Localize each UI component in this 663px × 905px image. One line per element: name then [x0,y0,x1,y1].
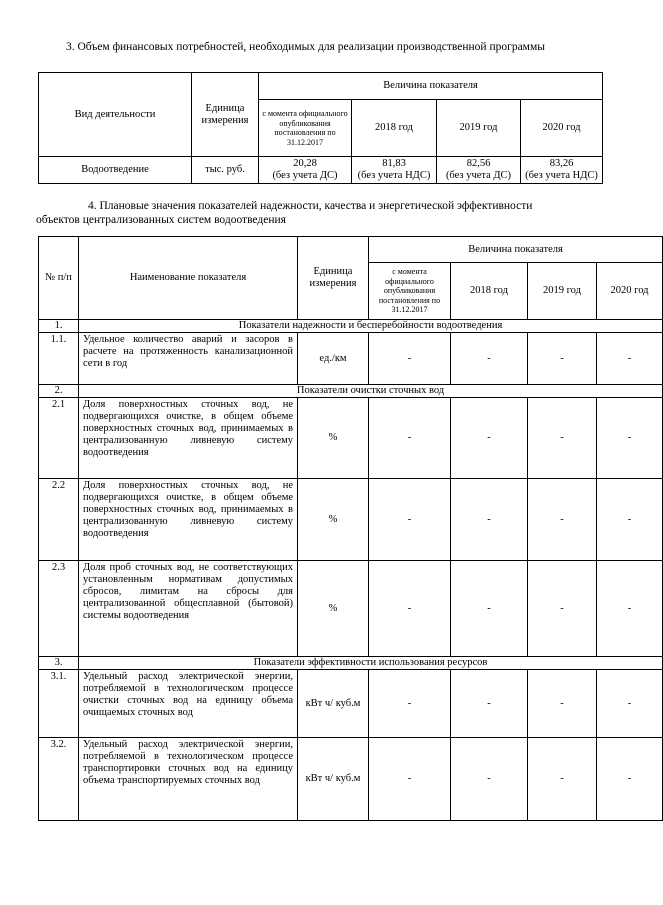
value: 82,56 [466,158,491,169]
table-row [39,670,663,738]
row-unit: % [298,398,369,479]
row-num: 1.1. [39,333,79,385]
cell-2019 [437,157,521,184]
header-name: Наименование показателя [79,237,298,320]
cell-unit: тыс. руб. [192,157,259,184]
header-2018: 2018 год [451,263,528,320]
row-2020: - [597,333,663,385]
row-num: 3.2. [39,738,79,821]
table-row [39,157,603,184]
cell-since [259,157,352,184]
row-since: - [369,738,451,821]
row-num: 2.2 [39,479,79,561]
group-num: 2. [39,385,79,398]
header-unit: Единица измерения [298,237,369,320]
row-unit: % [298,479,369,561]
row-2018: - [451,561,528,657]
row-since: - [369,398,451,479]
row-2019: - [528,670,597,738]
group-num: 1. [39,320,79,333]
financial-needs-table [38,72,603,184]
row-2018: - [451,333,528,385]
group-title: Показатели эффективности использования ресурсов [79,657,663,670]
row-num: 2.3 [39,561,79,657]
row-num: 2.1 [39,398,79,479]
row-since: - [369,479,451,561]
section-4-title: 4. Плановые значения показателей надежности, качества и энергетической эффективности [88,200,533,212]
group-row [39,320,663,333]
row-2018: - [451,479,528,561]
row-2019: - [528,738,597,821]
row-unit: кВт ч/ куб.м [298,670,369,738]
row-2019: - [528,398,597,479]
header-2019: 2019 год [528,263,597,320]
table-row [39,333,663,385]
row-unit: кВт ч/ куб.м [298,738,369,821]
row-2020: - [597,479,663,561]
header-value: Величина показателя [369,237,663,263]
row-name: Удельный расход электрической энергии, потребляемой в технологическом процессе очистки сточных вод на единицу объема очищаемых сточных вод [79,670,298,738]
indicators-table [38,236,663,821]
value: 81,83 [382,158,406,169]
row-name: Доля проб сточных вод, не соответствующих установленным нормативам допустимых сбросов, лимитам на сбросы для централизованной общесплавной (бытовой) системы водоотведения [79,561,298,657]
header-2020: 2020 год [597,263,663,320]
cell-2018 [352,157,437,184]
value: 20,28 [293,158,317,169]
row-name: Удельный расход электрической энергии, потребляемой в технологическом процессе транспортировки сточных вод на единицу объема транспортируемых сточных вод [79,738,298,821]
row-unit: ед./км [298,333,369,385]
header-activity: Вид деятельности [39,73,192,157]
row-since: - [369,670,451,738]
row-2018: - [451,738,528,821]
row-2020: - [597,561,663,657]
value-note: (без учета ДС) [272,170,338,181]
row-name: Доля поверхностных сточных вод, не подвергающихся очистке, в общем объеме поверхностных сточных вод, принимаемых в централизованную ливневую систему водоотведения [79,479,298,561]
row-name: Удельное количество аварий и засоров в расчете на протяженность канализационной сети в год [79,333,298,385]
row-2018: - [451,398,528,479]
table-row [39,561,663,657]
row-num: 3.1. [39,670,79,738]
header-2019: 2019 год [437,100,521,157]
cell-2020 [521,157,603,184]
header-since: с момента официального опубликования постановления по 31.12.2017 [259,100,352,157]
value-note: (без учета НДС) [357,170,431,181]
row-2020: - [597,670,663,738]
row-2020: - [597,738,663,821]
group-title: Показатели надежности и бесперебойности водоотведения [79,320,663,333]
group-row [39,385,663,398]
header-unit: Единица измерения [192,73,259,157]
value: 83,26 [549,158,574,169]
row-2019: - [528,333,597,385]
group-row [39,657,663,670]
header-2020: 2020 год [521,100,603,157]
row-since: - [369,561,451,657]
row-2019: - [528,561,597,657]
group-title: Показатели очистки сточных вод [79,385,663,398]
row-2018: - [451,670,528,738]
group-num: 3. [39,657,79,670]
table-row [39,738,663,821]
table-row [39,398,663,479]
header-value: Величина показателя [259,73,603,100]
section-3-title: 3. Объем финансовых потребностей, необходимых для реализации производственной программы [66,41,545,53]
row-since: - [369,333,451,385]
section-4-title-cont: объектов централизованных систем водоотведения [36,214,286,226]
cell-activity: Водоотведение [39,157,192,184]
header-num: № п/п [39,237,79,320]
table-row [39,479,663,561]
row-name: Доля поверхностных сточных вод, не подвергающихся очистке, в общем объеме поверхностных сточных вод, принимаемых в централизованную ливневую систему водоотведения [79,398,298,479]
row-unit: % [298,561,369,657]
header-since: с момента официального опубликования постановления по 31.12.2017 [369,263,451,320]
header-2018: 2018 год [352,100,437,157]
row-2020: - [597,398,663,479]
row-2019: - [528,479,597,561]
value-note: (без учета ДС) [445,170,512,181]
value-note: (без учета НДС) [525,170,598,181]
